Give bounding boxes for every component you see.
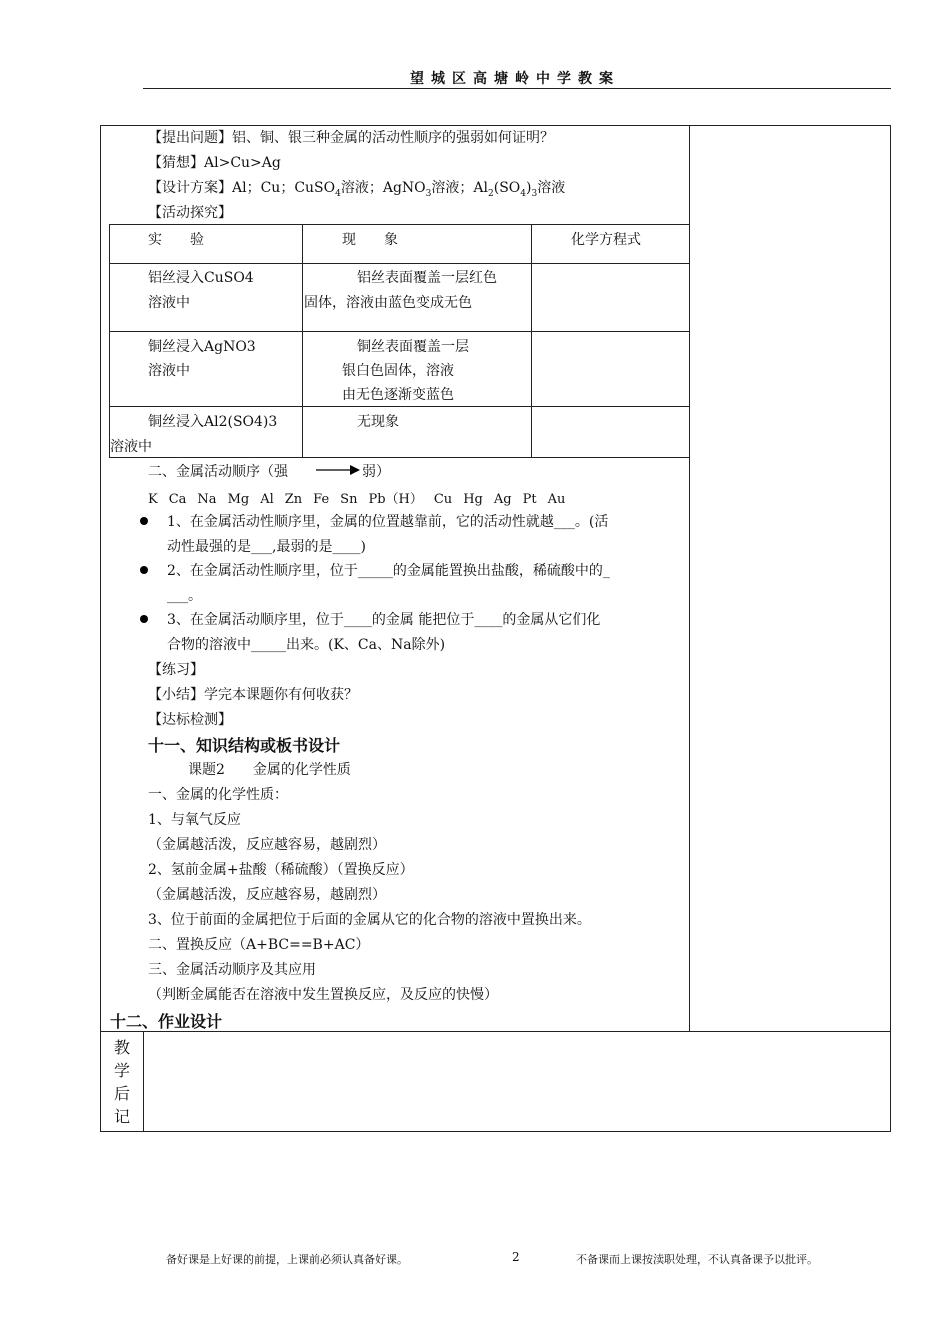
row2-experiment-line1: 铜丝浸入AgNO3 [148, 339, 256, 355]
frame-right [890, 125, 891, 1131]
row3-experiment-line2: 溶液中 [110, 439, 152, 455]
bullet-2-icon [140, 566, 148, 574]
guess-text: 【猜想】Al>Cu>Ag [148, 155, 281, 171]
bullet-1-line2: 动性最强的是___,最弱的是____) [167, 539, 366, 555]
question-text: 【提出问题】铝、铜、银三种金属的活动性顺序的强弱如何证明？ [148, 130, 554, 146]
metal-item: Cu [433, 492, 453, 507]
table-row2-bottom [109, 406, 689, 407]
board-line: （金属越活泼，反应越容易，越剧烈） [148, 837, 386, 853]
board-line: （判断金属能否在溶液中发生置换反应，及反应的快慢） [148, 987, 498, 1003]
summary-text: 【小结】学完本课题你有何收获？ [148, 687, 358, 703]
table-row1-bottom [109, 331, 689, 332]
test-text: 【达标检测】 [148, 712, 232, 728]
bullet-1-icon [140, 517, 148, 525]
frame-bottom [100, 1131, 891, 1132]
row1-phenomenon-line1: 铝丝表面覆盖一层红色 [357, 270, 497, 286]
row2-experiment-line2: 溶液中 [148, 363, 190, 379]
bullet-3-line2: 合物的溶液中_____出来。(K、Ca、Na除外) [167, 637, 446, 653]
table-col2 [531, 224, 532, 457]
design-text: 【设计方案】Al；Cu；CuSO$_4$溶液；AgNO$_3$溶液；$Al_2(SO_4)_3$溶液 [148, 180, 566, 199]
practice-text: 【练习】 [148, 662, 204, 678]
inquiry-text: 【活动探究】 [148, 205, 232, 221]
board-line: 二、置换反应（A+BC==B+AC） [148, 937, 370, 953]
row3-phenomenon-line1: 无现象 [357, 414, 399, 430]
bullet-1-line1: 1、在金属活动性顺序里，金属的位置越靠前，它的活动性就越___。(活 [167, 514, 609, 530]
afterword-divider [143, 1031, 144, 1131]
table-bottom [109, 457, 689, 458]
metal-item: Zn [284, 492, 303, 507]
board-line: 三、金属活动顺序及其应用 [148, 962, 316, 978]
bullet-3-icon [140, 615, 148, 623]
afterword-label-char: 记 [114, 1107, 131, 1126]
table-top [109, 224, 689, 225]
afterword-label-char: 教 [114, 1038, 131, 1057]
metal-item: Pt [522, 492, 537, 507]
activity-title-a: 二、金属活动顺序（强 [148, 464, 288, 480]
metal-item: Mg [227, 492, 250, 507]
frame-left [100, 125, 101, 1131]
frame-mid-divider [689, 125, 690, 1031]
arrow-right-icon [316, 462, 360, 478]
row3-experiment-line1: 铜丝浸入Al2(SO4)3 [148, 414, 278, 430]
row2-phenomenon-line1: 铜丝表面覆盖一层 [357, 339, 469, 355]
board-heading: 十一、知识结构或板书设计 [148, 736, 341, 755]
board-line: 2、氢前金属+盐酸（稀硫酸）（置换反应） [148, 862, 414, 878]
metal-item: Ca [168, 492, 187, 507]
metal-series [148, 488, 576, 507]
afterword-label-char: 后 [114, 1084, 131, 1103]
table-header-equation: 化学方程式 [571, 232, 641, 248]
header-rule [143, 88, 891, 89]
board-line: 一、金属的化学性质： [148, 787, 288, 803]
frame-top [100, 125, 891, 126]
footer-left: 备好课是上好课的前提，上课前必须认真备好课。 [166, 1253, 408, 1266]
bullet-2-line1: 2、在金属活动性顺序里，位于_____的金属能置换出盐酸，稀硫酸中的_ [167, 563, 610, 579]
row2-phenomenon-line2: 银白色固体，溶液 [342, 363, 454, 379]
board-line: 课题2 金属的化学性质 [188, 762, 351, 778]
metal-item: Na [197, 492, 217, 507]
activity-title-b: 弱） [362, 464, 390, 480]
bullet-2-line2: ___。 [167, 588, 202, 604]
row1-phenomenon-line2: 固体，溶液由蓝色变成无色 [304, 295, 472, 311]
metal-item: Al [260, 492, 274, 507]
metal-item: Au [547, 492, 566, 507]
table-left [109, 224, 110, 457]
metal-item: Hg [463, 492, 483, 507]
metal-item: Pb（H） [368, 492, 423, 507]
table-header-experiment: 实 验 [148, 232, 204, 248]
row1-experiment-line2: 溶液中 [148, 295, 190, 311]
page-number: 2 [512, 1250, 520, 1264]
metal-item: K [148, 492, 158, 507]
metal-item: Ag [493, 492, 512, 507]
table-header-bottom [109, 263, 689, 264]
metal-item: Fe [313, 492, 330, 507]
afterword-label-char: 学 [114, 1061, 131, 1080]
board-line: 3、位于前面的金属把位于后面的金属从它的化合物的溶液中置换出来。 [148, 912, 591, 928]
homework-heading: 十二、作业设计 [110, 1012, 223, 1031]
row1-experiment-line1: 铝丝浸入CuSO4 [148, 270, 254, 286]
table-header-phenomenon: 现 象 [342, 232, 398, 248]
board-line: （金属越活泼，反应越容易，越剧烈） [148, 887, 386, 903]
table-col1 [302, 224, 303, 457]
footer-right: 不备课而上课按渎职处理，不认真备课予以批评。 [576, 1253, 818, 1266]
row2-phenomenon-line3: 由无色逐渐变蓝色 [342, 387, 454, 403]
metal-item: Sn [340, 492, 358, 507]
page-header-title: 望城区高塘岭中学教案 [410, 71, 620, 87]
board-line: 1、与氧气反应 [148, 812, 241, 828]
bullet-3-line1: 3、在金属活动顺序里，位于____的金属 能把位于____的金属从它们化 [167, 612, 601, 628]
